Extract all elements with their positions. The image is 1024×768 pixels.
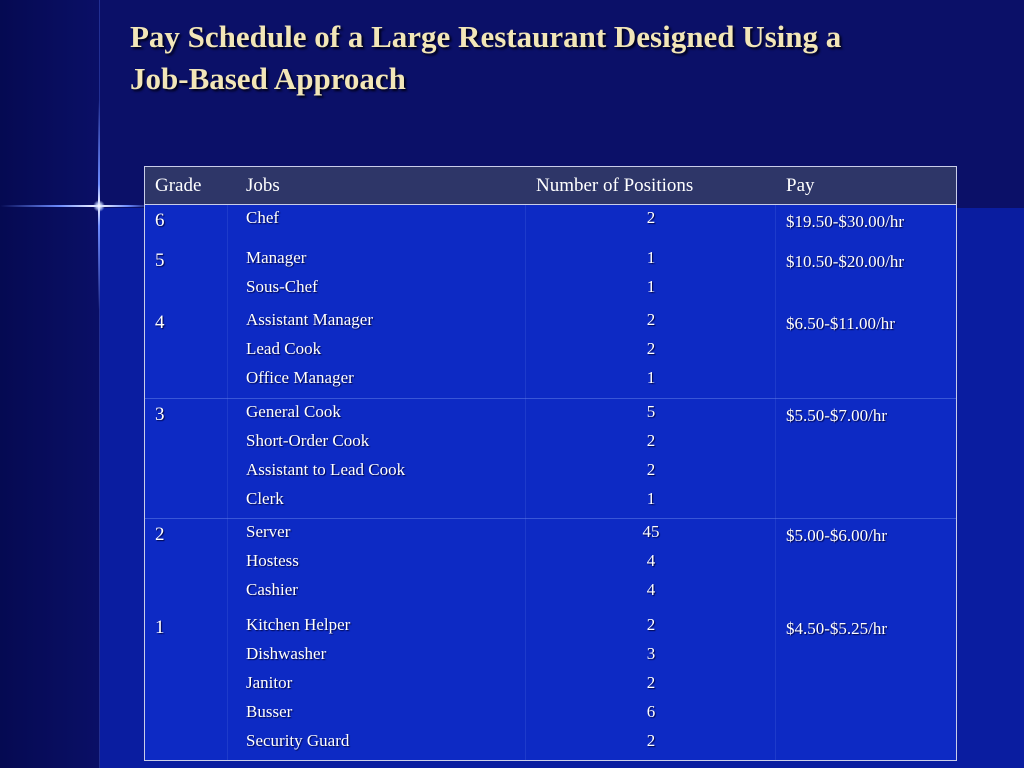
job-title: Sous-Chef (246, 277, 318, 296)
position-count: 2 (646, 731, 656, 750)
header-number-of-positions: Number of Positions (536, 175, 694, 196)
table-cell-jobs (246, 243, 318, 301)
position-count: 2 (646, 310, 656, 329)
table-cell-positions (631, 397, 671, 513)
table-cell-jobs (246, 610, 350, 755)
job-title: Dishwasher (246, 644, 327, 663)
job-title: Busser (246, 702, 293, 721)
table-cell-pay: $4.50-$5.25/hr (786, 619, 888, 638)
job-title: Janitor (246, 673, 293, 692)
position-count: 2 (646, 208, 656, 227)
job-title: Kitchen Helper (246, 615, 351, 634)
job-title: Manager (246, 248, 307, 267)
job-title: Cashier (246, 580, 298, 599)
job-title: Office Manager (246, 368, 354, 387)
position-count: 1 (646, 277, 656, 296)
job-title: Chef (246, 208, 280, 227)
position-count: 4 (646, 580, 656, 599)
table-cell-grade: 6 (155, 210, 165, 231)
column-divider (525, 205, 526, 760)
table-cell-positions (631, 203, 671, 232)
position-count: 1 (646, 248, 656, 267)
job-title: Security Guard (246, 731, 350, 750)
job-title: General Cook (246, 402, 341, 421)
sparkle-horizontal-ray (0, 205, 150, 207)
slide-title-line-2: Job-Based Approach (130, 61, 406, 96)
table-cell-jobs (246, 397, 405, 513)
job-title: Clerk (246, 489, 284, 508)
position-count: 5 (646, 402, 656, 421)
table-header-row (145, 167, 956, 205)
job-title: Short-Order Cook (246, 431, 370, 450)
column-divider (775, 205, 776, 760)
position-count: 2 (646, 339, 656, 358)
table-cell-jobs (246, 305, 373, 392)
table-cell-grade: 3 (155, 404, 165, 425)
position-count: 4 (646, 551, 656, 570)
table-cell-positions (631, 517, 671, 604)
table-cell-pay: $5.50-$7.00/hr (786, 406, 888, 425)
position-count: 45 (642, 522, 660, 541)
job-title: Server (246, 522, 291, 541)
table-cell-positions (631, 305, 671, 392)
position-count: 1 (646, 489, 656, 508)
row-divider (145, 398, 956, 399)
table-cell-jobs (246, 203, 279, 232)
pay-schedule-table (144, 166, 957, 761)
position-count: 2 (646, 673, 656, 692)
job-title: Assistant Manager (246, 310, 374, 329)
table-cell-grade: 4 (155, 312, 165, 333)
column-divider (227, 205, 228, 760)
position-count: 2 (646, 431, 656, 450)
table-cell-jobs (246, 517, 299, 604)
table-cell-positions (631, 610, 671, 755)
slide-background-left-band (0, 0, 100, 768)
header-jobs: Jobs (246, 175, 280, 196)
job-title: Assistant to Lead Cook (246, 460, 406, 479)
table-cell-grade: 2 (155, 524, 165, 545)
job-title: Hostess (246, 551, 299, 570)
header-pay: Pay (786, 175, 815, 196)
table-cell-grade: 1 (155, 617, 165, 638)
position-count: 2 (646, 615, 656, 634)
sparkle-star-icon (93, 200, 105, 212)
position-count: 3 (646, 644, 656, 663)
slide-title-line-1: Pay Schedule of a Large Restaurant Designed Using a (130, 19, 842, 54)
table-cell-grade: 5 (155, 250, 165, 271)
row-divider (145, 518, 956, 519)
position-count: 6 (646, 702, 656, 721)
table-cell-pay: $6.50-$11.00/hr (786, 314, 895, 333)
header-grade: Grade (155, 175, 202, 196)
table-cell-pay: $5.00-$6.00/hr (786, 526, 888, 545)
table-cell-pay: $10.50-$20.00/hr (786, 252, 905, 271)
position-count: 2 (646, 460, 656, 479)
slide-title (130, 16, 990, 100)
table-cell-positions (631, 243, 671, 301)
table-cell-pay: $19.50-$30.00/hr (786, 212, 905, 231)
job-title: Lead Cook (246, 339, 322, 358)
position-count: 1 (646, 368, 656, 387)
